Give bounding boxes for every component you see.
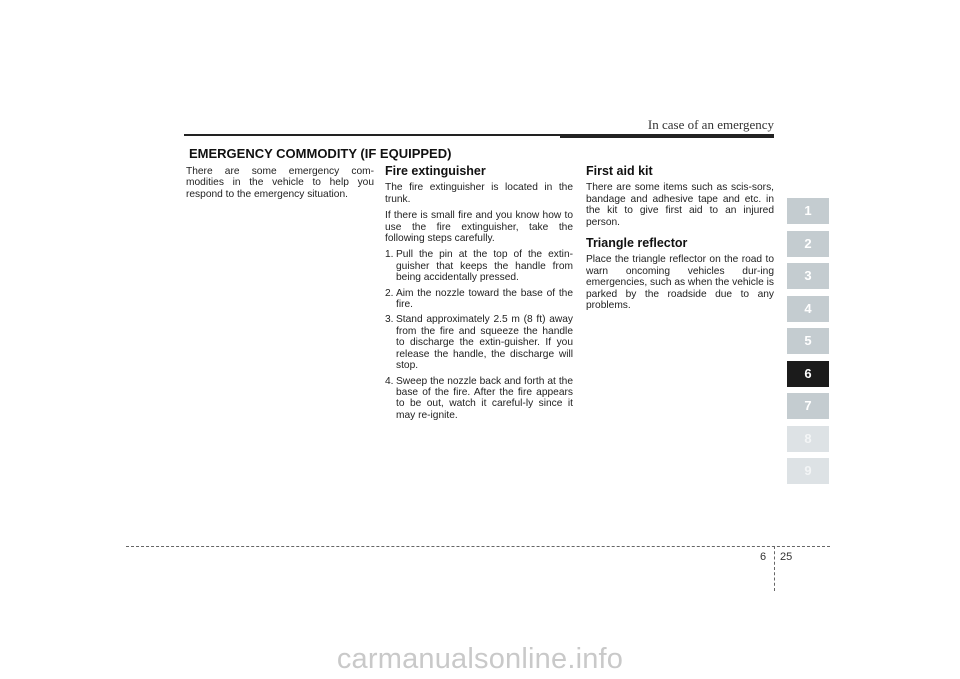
chapter-tab-2[interactable]: 2 (787, 231, 829, 257)
triangle-reflector-heading: Triangle reflector (586, 236, 688, 251)
step-item (385, 376, 573, 422)
page-number: 25 (780, 551, 793, 563)
step-number: 1. (385, 249, 394, 261)
first-aid-kit-text: There are some items such as scis-sors, bandage and adhesive tape and etc. in the kit to give first aid to an injured person. (586, 182, 774, 228)
extinguisher-steps (385, 249, 573, 421)
fire-extinguisher-instructions: If there is small fire and you know how to use the fire extinguisher, take the following steps carefully. (385, 210, 573, 245)
watermark: carmanualsonline.info (336, 643, 624, 675)
column-intro (186, 166, 374, 205)
column-kit-reflector (586, 166, 774, 316)
chapter-tab-9[interactable]: 9 (787, 458, 829, 484)
footer-divider (774, 546, 775, 591)
chapter-tab-4[interactable]: 4 (787, 296, 829, 322)
step-text: Pull the pin at the top of the extin-guisher that keeps the handle from being accidentally pressed. (396, 249, 573, 284)
step-number: 3. (385, 314, 394, 326)
step-item (385, 249, 573, 283)
step-text: Aim the nozzle toward the base of the fire. (396, 287, 573, 311)
first-aid-kit-heading: First aid kit (586, 164, 653, 178)
column-fire-extinguisher (385, 166, 573, 425)
chapter-tab-3[interactable]: 3 (787, 263, 829, 289)
chapter-tab-5[interactable]: 5 (787, 328, 829, 354)
chapter-tab-1[interactable]: 1 (787, 198, 829, 224)
page-chapter-number: 6 (760, 551, 767, 563)
step-text: Sweep the nozzle back and forth at the base of the fire. After the fire appears to be out, watch it careful-ly since it may re-ignite. (396, 375, 573, 421)
step-text: Stand approximately 2.5 m (8 ft) away from the fire and squeeze the handle to discharge the extin-guisher. If you release the handle, the discharge will stop. (396, 314, 573, 372)
fire-extinguisher-heading: Fire extinguisher (385, 164, 486, 178)
fire-extinguisher-location: The fire extinguisher is located in the trunk. (385, 182, 573, 205)
step-number: 4. (385, 375, 394, 387)
chapter-tabs (787, 198, 829, 491)
chapter-tab-6[interactable]: 6 (787, 361, 829, 387)
running-header: In case of an emergency (647, 117, 774, 132)
footer-rule (126, 546, 830, 547)
chapter-tab-7[interactable]: 7 (787, 393, 829, 419)
section-title: EMERGENCY COMMODITY (IF EQUIPPED) (189, 146, 452, 161)
chapter-tab-8[interactable]: 8 (787, 426, 829, 452)
intro-paragraph: There are some emergency com-modities in the vehicle to help you respond to the emergency situation. (186, 166, 374, 200)
step-item (385, 288, 573, 311)
triangle-reflector-text: Place the triangle reflector on the road to warn oncoming vehicles dur-ing emergencies, such as when the vehicle is parked by the roadside due to any problems. (586, 254, 775, 312)
step-item (385, 314, 573, 371)
header-rule-accent (560, 134, 774, 138)
step-number: 2. (385, 287, 394, 299)
